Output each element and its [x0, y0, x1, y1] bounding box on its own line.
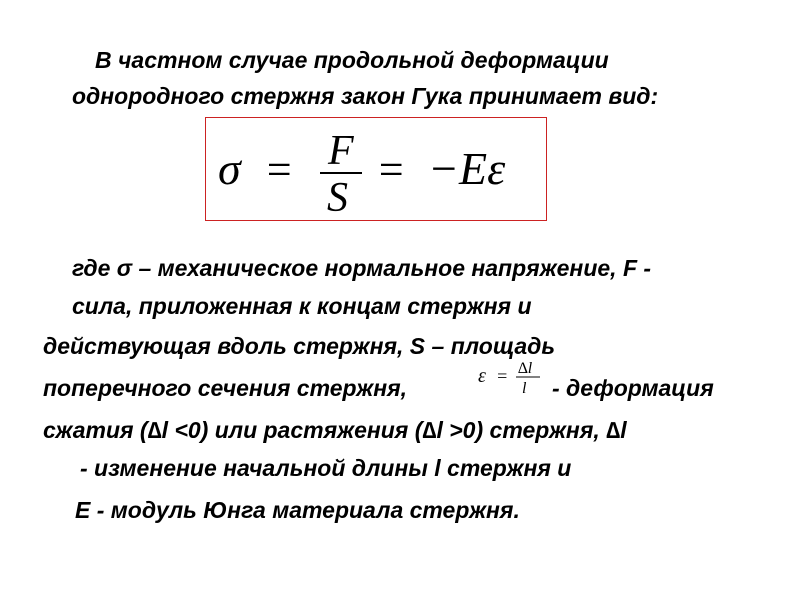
strain-formula	[476, 358, 556, 398]
formula-minus-e-epsilon: −Eε	[428, 143, 506, 194]
intro-line-2: однородного стержня закон Гука принимает вид:	[72, 83, 659, 109]
definition-line-7: E - модуль Юнга материала стержня.	[75, 497, 520, 523]
formula-denominator-s: S	[327, 175, 348, 221]
definition-line-4-part-1: поперечного сечения стержня,	[43, 375, 408, 401]
strain-denominator: l	[522, 380, 527, 397]
definition-line-6: - изменение начальной длины l стержня и	[80, 455, 572, 481]
definition-line-2: сила, приложенная к концам стержня и	[72, 293, 532, 319]
formula-numerator-f: F	[328, 128, 354, 174]
formula-equals-1: =	[264, 145, 294, 194]
formula-equals-2: =	[376, 145, 406, 194]
strain-epsilon: ε	[478, 365, 486, 387]
definition-line-4-part-2: - деформация	[552, 375, 714, 401]
definition-line-1: где σ – механическое нормальное напряжение, F -	[72, 255, 652, 281]
definition-line-3: действующая вдоль стержня, S – площадь	[43, 333, 555, 359]
definition-line-5: сжатия (∆l <0) или растяжения (∆l >0) стержня, ∆l	[43, 417, 627, 443]
hooke-law-formula-box	[205, 117, 547, 221]
intro-line-1: В частном случае продольной деформации	[95, 47, 609, 73]
strain-numerator: ∆l	[518, 360, 533, 377]
formula-sigma: σ	[218, 143, 241, 194]
strain-equals: =	[496, 366, 509, 386]
hooke-law-formula	[206, 118, 548, 222]
